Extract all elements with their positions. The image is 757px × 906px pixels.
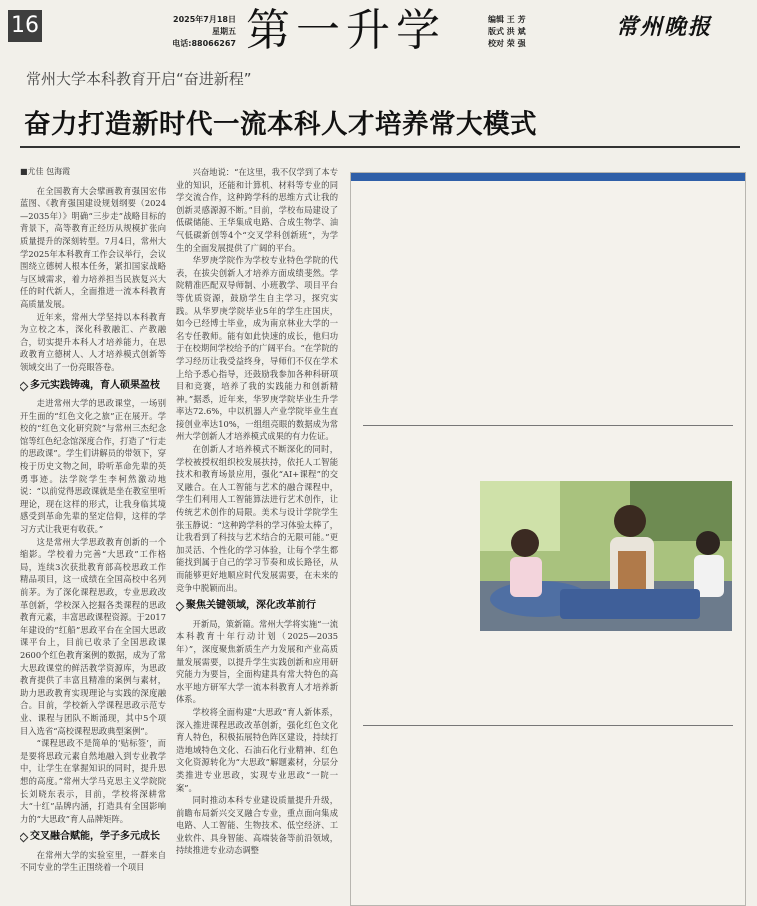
story1-column-1 — [363, 245, 481, 421]
paragraph: 近年来，常州大学坚持以本科教育为立校之本，深化科教融汇、产教融合，切实提升本科人才培养能力，在思政教育立德树人、人才培养模式创新等领域交出了一份亮眼答卷。 — [20, 311, 166, 372]
issue-phone: 电话:88066267 — [172, 39, 236, 48]
subheading-interdisciplinary: 交叉融合赋能，学子多元成长 — [20, 831, 166, 844]
story-divider — [363, 725, 733, 726]
paragraph: 兴奋地说：“在这里，我不仅学到了本专业的知识，还能和计算机、材料等专业的同学交流合作，这种跨学科的思维方式让我的创新灵感源源不断。”目前，学校布局建设了低碳储能、王华集成电路、合成生物学、油气低碳新创等4个“交叉学科创新班”，为学生的全面发展提供了广阔的平台。 — [176, 167, 338, 253]
issue-weekday: 星期五 — [212, 27, 236, 36]
subheading-practice: 多元实践铸魂，育人硕果盈枝 — [20, 380, 166, 393]
article-column-1 — [20, 166, 166, 904]
paragraph: 这是常州大学思政教育创新的一个缩影。学校着力完善“大思政”工作格局，连续3次获批教育部高校思政工作精品项目，这一成绩在全国高校中名列前茅。为了深化课程思政，专业思政改革创新，学校深入挖掘各类课程的思政教育元素，丰富思政课程资源。于2017年建设的“红船”思政平台在全国大思政课平台上，目前已收录了全国思政课2600个红色教育案例的数据，成为了常大思政课堂的鲜活教学资源库，为思政教育提供了丰富且精准的案例与素材，助力思政教育实现理论与实践的深度融合。目前，学校新入学课程思政示范专业、课程与团队不断涌现，其中5个项目入选省“高校课程思政典型案例”。 — [20, 536, 166, 736]
news-briefs-panel — [350, 172, 746, 906]
photo-illustration — [480, 481, 732, 631]
paragraph: 同时推动本科专业建设质量提升升级，前瞻布局新兴交叉融合专业，重点面向集成电路、人工智能、生物技术、低空经济、工业软件、具身智能、高端装备等前沿领域，持续推进专业动态调整 — [176, 795, 338, 856]
paragraph: “课程思政不是简单的‘贴标签’，而是要将思政元素自然地融入到专业教学中，让学生在掌握知识的同时，提升思想的高度。”常州大学马克思主义学院院长刘晓东表示，目前，学校将深耕常大“十红”品牌内涵，打造具有全国影响力的“大思政”育人品牌矩阵。 — [20, 738, 166, 824]
paragraph: 开新局，策新篇。常州大学将实施“一流本科教育十年行动计划（2025—2035年）”，深度聚焦新质生产力发展和产业高质量发展需要，以提升学生实践创新和应用研究能力为要旨，全面构建具有常大特色的高水平地方研军大学一流本科教育人才培养新体系。 — [176, 618, 338, 705]
story2-column-3 — [615, 637, 733, 717]
article-column-2 — [176, 166, 338, 904]
story2-column-2 — [487, 637, 605, 717]
article-headline: 奋力打造新时代一流本科人才培养常大模式 — [24, 109, 537, 140]
staff-editor: 编辑 王 芳 — [488, 15, 526, 24]
paragraph: 在创新人才培养模式不断深化的同时，学校被授权组织校发展扶持，依托人工智能技术和教育场景应用，强化“AI+课程”的交叉融合。在人工智能与艺术的融合课程中，学生们利用人工智能算法进行艺术创作，让传统艺术创作的局限。美术与设计学院学生张玉静说：“这种跨学科的学习体验太棒了，让我看到了科技与艺术结合的无限可能。”更加灵活、个性化的学习体验，让每个学生都能找到属于自己的学习节奏和成长路径，从而能够更好地顺应时代发展需要，在未来的竞争中脱颖而出。 — [176, 444, 338, 593]
issue-info — [164, 14, 236, 50]
story2-column-1 — [363, 479, 475, 717]
headline-rule — [20, 146, 740, 148]
masthead — [0, 0, 757, 62]
section-title: 第一升学 — [246, 5, 446, 56]
page-number: 16 — [8, 10, 42, 42]
story3-column-2 — [489, 801, 607, 903]
subheading-reform: 聚焦关键领域，深化改革前行 — [176, 600, 338, 613]
article-byline: ■尤佳 包海霞 — [20, 167, 71, 176]
paragraph: 学校将全面构建“大思政”育人新体系，深入推进课程思政改革创新，强化红色文化育人特色，积极拓展特色阵区建设，持续打造地域特色文化、石油石化行业精神、红色文化资源转化为“大思政”解题素材，分层分类推进专业思政，实现专业思政“一院一案”。 — [176, 706, 338, 793]
story3-column-1 — [363, 801, 481, 903]
embroidery-workshop-photo — [480, 481, 732, 631]
staff-proof: 校对 荣 强 — [488, 39, 526, 48]
story1-column-3 — [615, 245, 733, 421]
story1-column-2 — [489, 245, 607, 421]
story3-column-3 — [615, 801, 733, 903]
paragraph: 华罗庚学院作为学校专业特色学院的代表，在拔尖创新人才培养方面成绩斐然。学院精准匹配双导师制、小班教学、项目平台等优质资源，鼓励学生自主学习，探究实践。从华罗庚学院毕业5年的学生庄国庆，如今已经博士毕业，成为南京林业大学的一名专任教师。能有如此快速的成长，他归功于在校期间学校给予的广阔平台。“在学院的学习经历让我受益终身，导师们不仅在学术上给予悉心指导，还鼓励我参加各种科研项目和竞赛，培养了我的实践能力和创新精神。”据悉，近年来，华罗庚学院毕业生升学率达72.6%，中以机器人产业学院毕业生直接创业率达10%，一组组亮眼的数据成为常州大学创新人才培养模式成果的有力佐证。 — [176, 255, 338, 442]
paragraph: 走进常州大学的思政课堂，一场别开生面的“红色文化之旅”正在展开。学校的“红色文化研究院”与常州三杰纪念馆等红色纪念馆深度合作，打造了“行走的思政课”。学生们讲解员的带领下，穿梭于历史文物之间，聆听革命先辈的英勇事迹。法学院学生李柯然激动地说：“以前觉得思政课就是坐在教室里听理论，现在这样的形式，让我身临其境感受到革命先辈的坚定信仰，这样的学习方式让我更有收获。” — [20, 398, 166, 535]
paragraph: 在常州大学的实验室里，一群来自不同专业的学生正围绕着一个项目 — [20, 849, 166, 873]
panel-accent-bar — [351, 173, 745, 181]
newspaper-logo: 常州晚报 — [616, 14, 713, 40]
staff-layout: 版式 洪 斌 — [488, 27, 526, 36]
staff-credits — [488, 14, 526, 50]
issue-date: 2025年7月18日 — [173, 15, 236, 24]
story-divider — [363, 425, 733, 426]
paragraph: 在全国教育大会擘画教育强国宏伟蓝图、《教育强国建设规划纲要（2024—2035年）》明确“三步走”战略目标的背景下，高等教育正经历从规模扩张向质量提升的深刻转型。7月4日，常州大学2025年本科教育工作会议举行，会议围绕立德树人根本任务，紧扣国家战略与区域需求，着力培养担当民族复兴大任的时代新人，全面推进一流本科教育高质量发展。 — [20, 185, 166, 309]
article-kicker: 常州大学本科教育开启“奋进新程” — [26, 70, 252, 88]
